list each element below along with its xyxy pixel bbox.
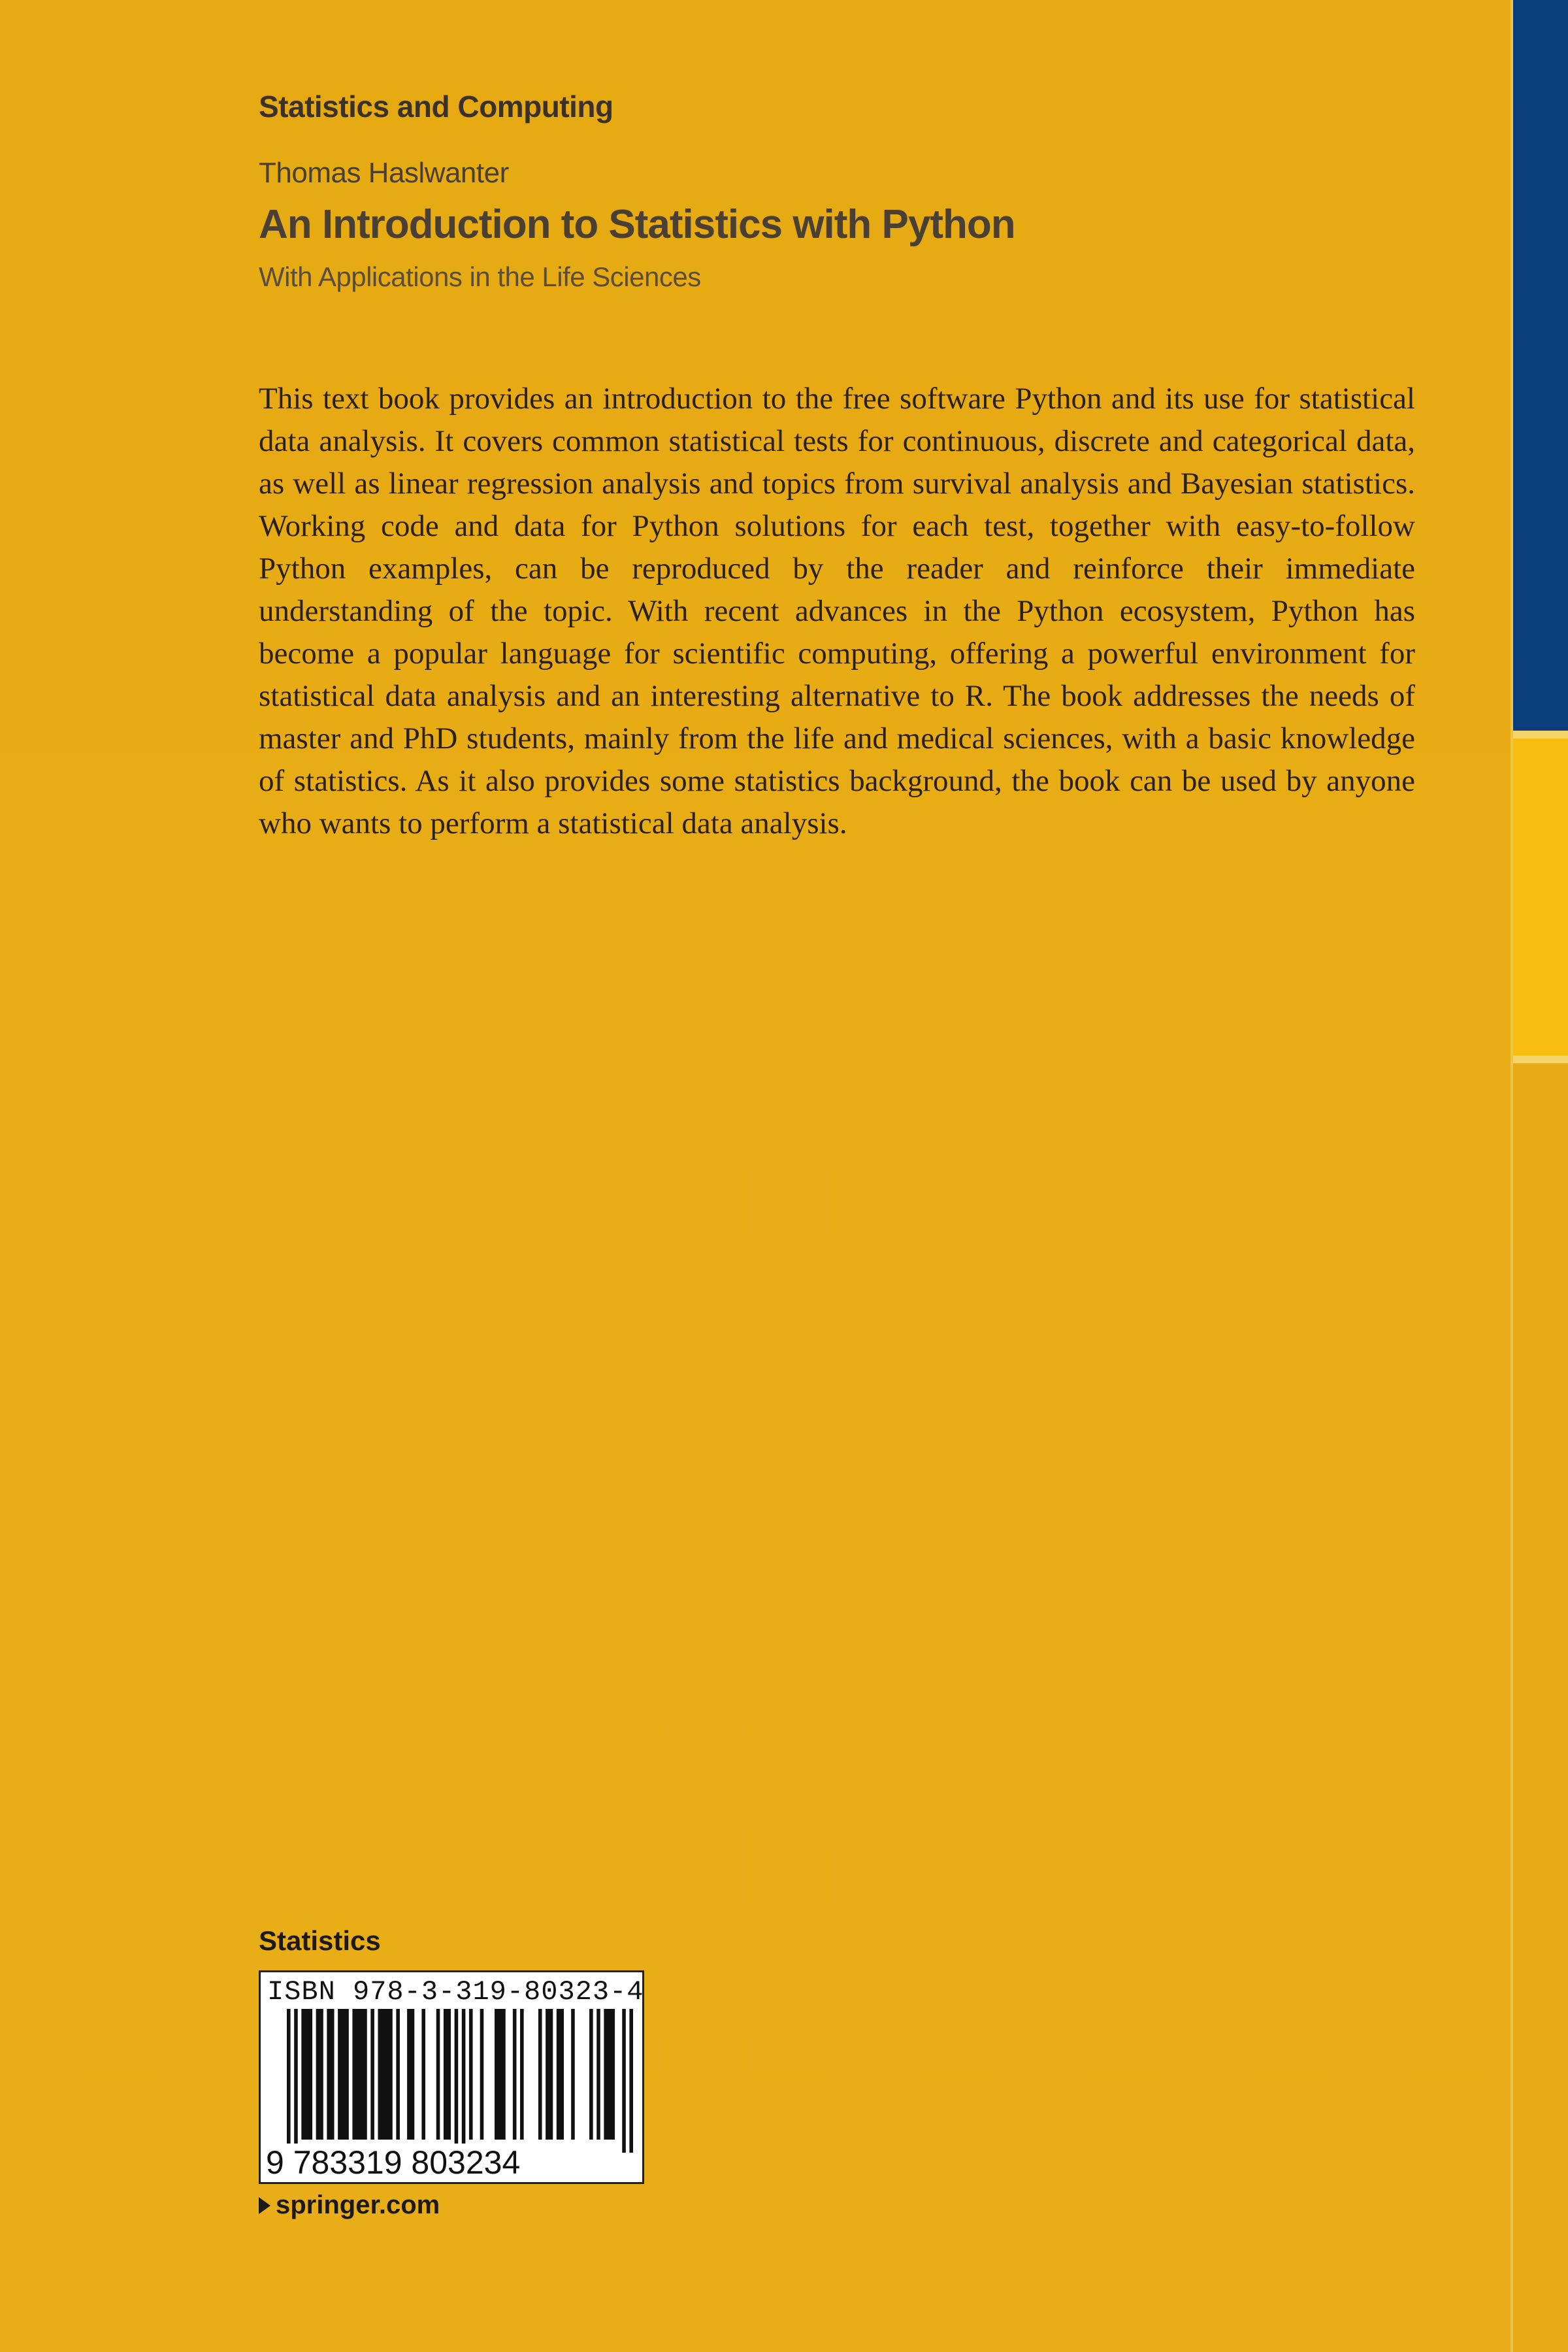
book-title: An Introduction to Statistics with Python bbox=[259, 202, 1015, 247]
barcode-bar bbox=[327, 2009, 334, 2140]
barcode-bar bbox=[444, 2009, 451, 2140]
subject-category: Statistics bbox=[259, 1925, 381, 1956]
barcode-bar bbox=[352, 2009, 367, 2140]
barcode-bar bbox=[370, 2009, 374, 2140]
barcode-digits: 9 783319 803234 bbox=[263, 2144, 523, 2181]
barcode-bar bbox=[301, 2009, 312, 2140]
barcode-bars bbox=[287, 2009, 633, 2153]
barcode-bar bbox=[407, 2009, 414, 2140]
spine-strip-separator bbox=[1513, 1055, 1568, 1063]
spine-strip-separator bbox=[1513, 731, 1568, 738]
publisher-link[interactable] bbox=[259, 2191, 440, 2220]
barcode-bar bbox=[294, 2009, 298, 2153]
book-description: This text book provides an introduction to the free software Python and its use for statistical data analysis. It covers common statistical tests for continuous, discrete and categorical data, as well as linear regression analysis and topics from survival analysis and Bayesian statistics. Working code and data for Python solutions for each test, together with easy-to-follow Python examples, can be reproduced by the reader and reinforce their immediate understanding of the topic. With recent advances in the Python ecosystem, Python has become a popular language for scientific computing, offering a powerful environment for statistical data analysis and an interesting alternative to R. The book addresses the needs of master and PhD students, mainly from the life and medical sciences, with a basic knowledge of statistics. As it also provides some statistics background, the book can be used by anyone who wants to perform a statistical data analysis. bbox=[259, 382, 1415, 840]
barcode-bar bbox=[396, 2009, 400, 2140]
barcode-bar bbox=[436, 2009, 440, 2140]
barcode-bar bbox=[629, 2009, 633, 2153]
spine-strip-blue bbox=[1513, 0, 1568, 731]
series-name: Statistics and Computing bbox=[259, 90, 613, 124]
spine-strip-yellow bbox=[1513, 738, 1568, 1055]
barcode-bar bbox=[338, 2009, 349, 2140]
barcode-bar bbox=[316, 2009, 323, 2140]
barcode-bar bbox=[480, 2009, 484, 2140]
barcode-bar bbox=[604, 2009, 615, 2140]
barcode-bar bbox=[421, 2009, 425, 2140]
barcode-bar bbox=[455, 2009, 459, 2153]
author-name: Thomas Haslwanter bbox=[259, 157, 509, 189]
arrow-right-icon bbox=[259, 2197, 270, 2214]
barcode-bar bbox=[571, 2009, 575, 2140]
publisher-url: springer.com bbox=[276, 2191, 440, 2219]
barcode-bar bbox=[557, 2009, 564, 2140]
barcode-bar bbox=[495, 2009, 506, 2140]
barcode-bar bbox=[513, 2009, 517, 2140]
isbn-barcode bbox=[259, 1970, 644, 2184]
barcode-bar bbox=[622, 2009, 626, 2153]
isbn-label: ISBN 978-3-319-80323-4 bbox=[267, 1976, 644, 2008]
book-subtitle: With Applications in the Life Sciences bbox=[259, 261, 701, 292]
barcode-bar bbox=[596, 2009, 600, 2140]
barcode-bar bbox=[546, 2009, 553, 2140]
barcode-bar bbox=[462, 2009, 466, 2153]
barcode-bar bbox=[287, 2009, 291, 2153]
barcode-bar bbox=[538, 2009, 542, 2140]
barcode-bar bbox=[589, 2009, 593, 2140]
spine-strip-gold bbox=[1513, 1063, 1568, 2352]
barcode-bar bbox=[469, 2009, 473, 2140]
barcode-bar bbox=[378, 2009, 392, 2140]
barcode-bar bbox=[520, 2009, 524, 2140]
